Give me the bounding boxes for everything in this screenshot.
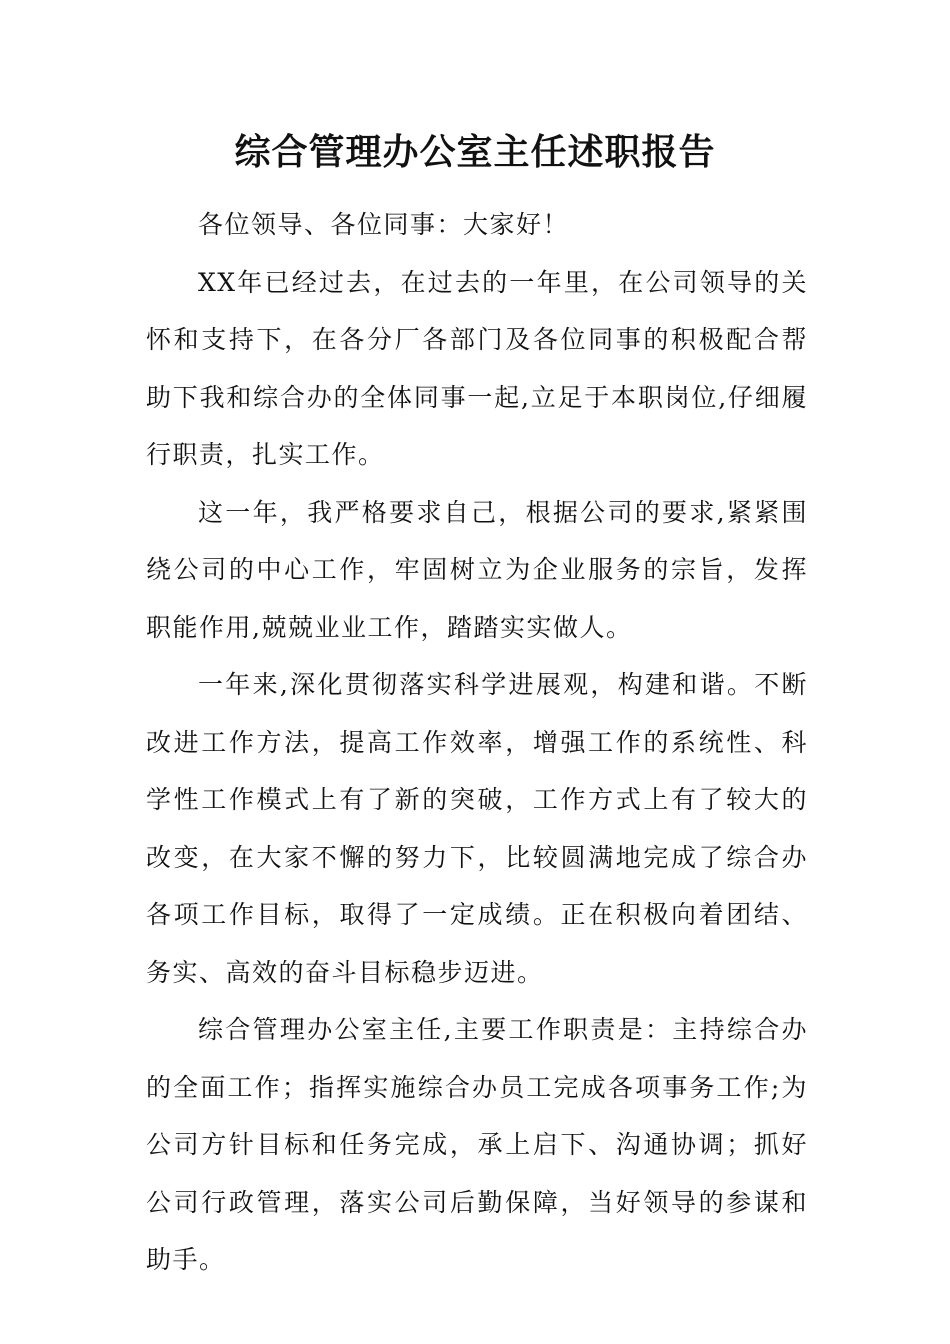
- greeting-paragraph: 各位领导、各位同事：大家好！: [198, 210, 570, 239]
- body-paragraph: 一年来,深化贯彻落实科学进展观，构建和谐。不断改进工作方法，提高工作效率，增强工作的系统性、科学性工作模式上有了新的突破，工作方式上有了较大的改变，在大家不懈的努力下，比较圆满地完成了综合办各项工作目标，取得了一定成绩。正在积极向着团结、务实、高效的奋斗目标稳步迈进。: [146, 670, 808, 987]
- document-title: 综合管理办公室主任述职报告: [234, 131, 716, 173]
- body-paragraph: 综合管理办公室主任,主要工作职责是：主持综合办的全面工作；指挥实施综合办员工完成各项事务工作;为公司方针目标和任务完成，承上启下、沟通协调；抓好公司行政管理，落实公司后勤保障，当好领导的参谋和助手。: [146, 1015, 808, 1274]
- document-body: [146, 196, 808, 1289]
- body-paragraph: 这一年，我严格要求自己，根据公司的要求,紧紧围绕公司的中心工作，牢固树立为企业服务的宗旨，发挥职能作用,兢兢业业工作，踏踏实实做人。: [146, 497, 808, 642]
- body-paragraph: XX年已经过去，在过去的一年里，在公司领导的关怀和支持下，在各分厂各部门及各位同事的积极配合帮助下我和综合办的全体同事一起,立足于本职岗位,仔细履行职责，扎实工作。: [146, 267, 808, 469]
